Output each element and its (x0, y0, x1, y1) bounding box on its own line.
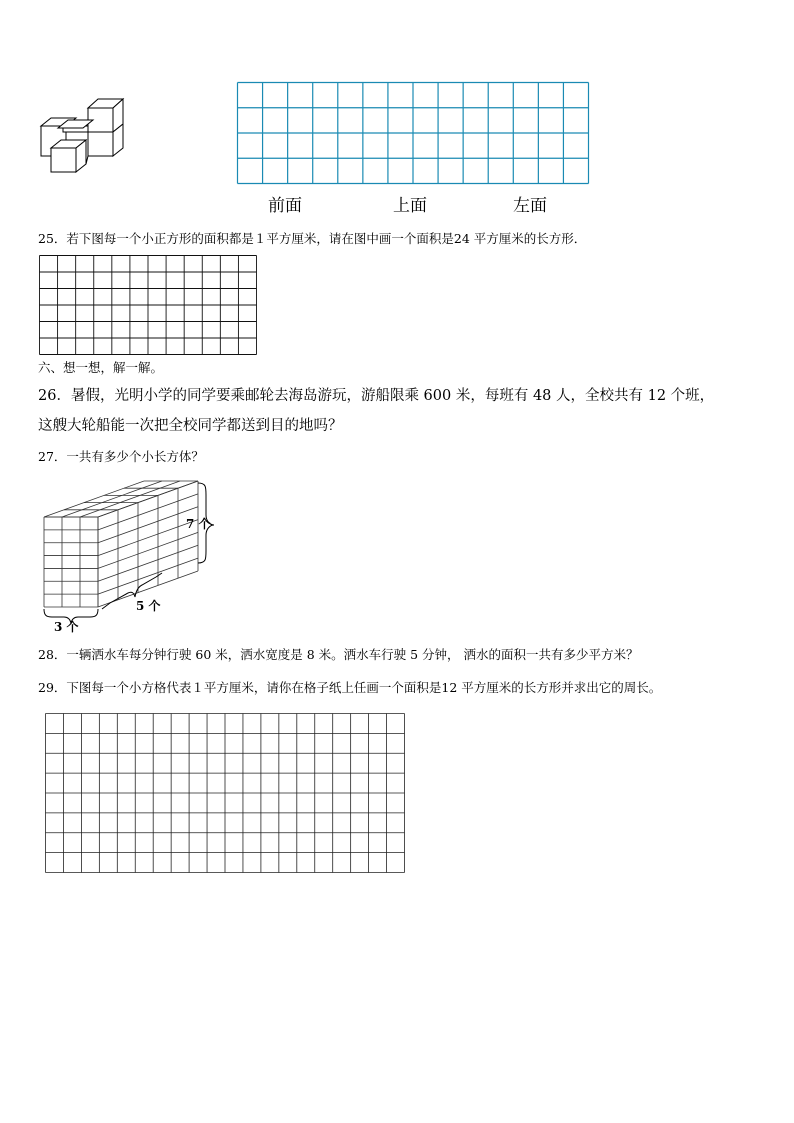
cube-stack-figure (38, 96, 138, 176)
question-25: 25．若下图每一个小正方形的面积都是１平方厘米，请在图中画一个面积是24 平方厘米的长方形． (38, 231, 587, 246)
view-label-front: 前面 (268, 196, 302, 216)
section-title: 六、想一想，解一解。 (38, 360, 164, 375)
view-grid (237, 82, 589, 184)
view-label-left: 左面 (513, 196, 547, 216)
question-26-line1: 26．暑假，光明小学的同学要乘邮轮去海岛游玩，游船限乘 600 米，每班有 48 人，全校共有 12 个班， (38, 388, 715, 404)
question-28: 28．一辆洒水车每分钟行驶 60 米，洒水宽度是 8 米。洒水车行驶 5 分钟， 洒水的面积一共有多少平方米？ (38, 647, 639, 662)
cuboid-depth-label: 5 个 (136, 599, 161, 613)
question-26-line2: 这艘大轮船能一次把全校同学都送到目的地吗？ (38, 418, 343, 434)
cuboid-width-label: 3 个 (54, 620, 79, 634)
question-27: 27．一共有多少个小长方体？ (38, 449, 204, 464)
cuboid-height-label: 7 个 (186, 517, 211, 531)
grid-question-25 (39, 255, 257, 355)
grid-question-29 (45, 713, 405, 873)
view-label-top: 上面 (393, 196, 427, 216)
question-29: 29．下图每一个小方格代表１平方厘米，请你在格子纸上任画一个面积是12 平方厘米的长方形并求出它的周长。 (38, 680, 662, 695)
